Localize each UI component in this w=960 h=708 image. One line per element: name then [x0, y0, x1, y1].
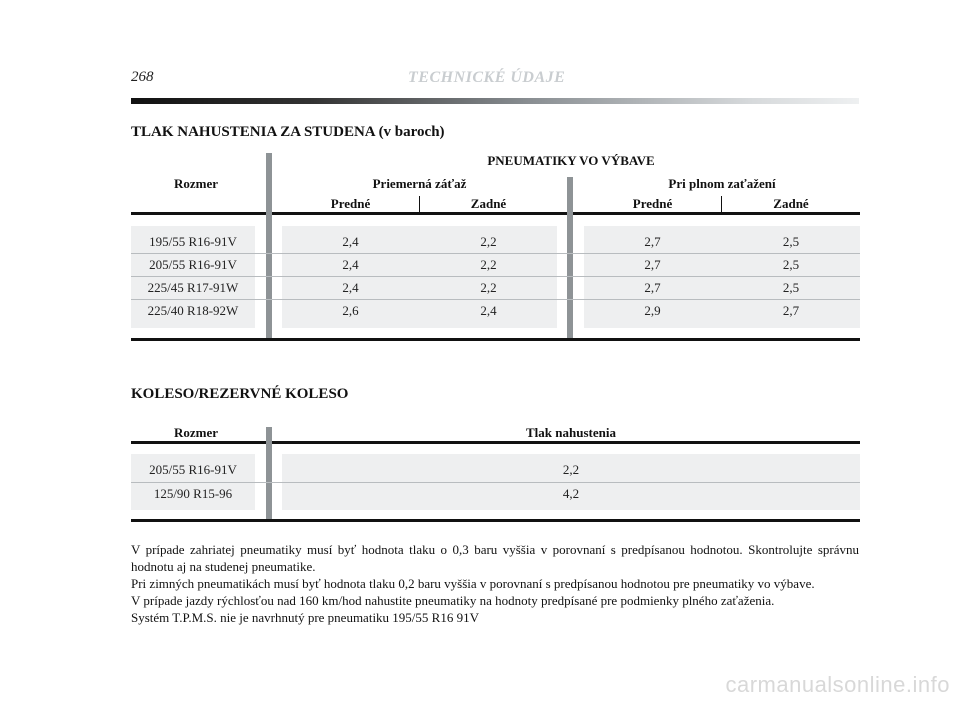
notes — [131, 541, 859, 626]
table1-value-cell: 2,7 — [644, 257, 661, 272]
table1-header-rule — [131, 212, 860, 215]
note-paragraph: Systém T.P.M.S. nie je navrhnutý pre pneumatiku 195/55 R16 91V — [131, 610, 479, 625]
table2-col-size: Rozmer — [173, 425, 219, 440]
table1-value-cell: 2,6 — [342, 303, 359, 318]
table2-title: KOLESO/REZERVNÉ KOLESO — [131, 386, 349, 402]
table1-vertical-bar — [567, 177, 573, 340]
table2-size-cell: 125/90 R15-96 — [153, 486, 233, 501]
table1-medium-load-header: Priemerná záťaž — [372, 176, 467, 191]
table1-value-cell: 2,2 — [480, 280, 497, 295]
table1-row-separator — [131, 299, 860, 300]
table1-medium-front-header: Predné — [330, 196, 371, 211]
table1-row-separator — [131, 276, 860, 277]
table1-value-cell: 2,5 — [782, 280, 800, 295]
table1-value-cell: 2,9 — [644, 303, 661, 318]
table1-value-cell: 2,7 — [644, 234, 661, 249]
table1-value-cell: 2,5 — [782, 257, 800, 272]
table2-pressure-cell: 4,2 — [562, 486, 580, 501]
table1-full-rear-header: Zadné — [773, 196, 809, 211]
watermark: carmanualsonline.info — [725, 672, 950, 697]
table1-value-cell: 2,4 — [342, 257, 359, 272]
table2-bottom-rule — [131, 519, 860, 522]
table1-value-cell: 2,2 — [480, 257, 497, 272]
table1-full-load-header: Pri plnom zaťažení — [668, 176, 776, 191]
table1-vertical-bar — [266, 153, 272, 340]
table2-row-separator — [131, 482, 860, 483]
table1-size-cell: 205/55 R16-91V — [149, 257, 237, 272]
note-paragraph: Pri zimných pneumatikách musí byť hodnota tlaku 0,2 baru vyššia v porovnaní s predpísanou hodnotou pre pneumatiky vo výbave. — [131, 576, 815, 591]
table1-group-header: PNEUMATIKY VO VÝBAVE — [487, 153, 655, 168]
table1-value-cell: 2,7 — [644, 280, 661, 295]
header-rule — [131, 98, 859, 104]
note-paragraph: V prípade jazdy rýchlosťou nad 160 km/hod nahustite pneumatiky na hodnoty predpísané pre podmienky plného zaťaženia. — [131, 593, 775, 608]
table1-value-cell: 2,4 — [342, 280, 359, 295]
table1-medium-rear-header: Zadné — [470, 196, 507, 211]
table2-col-pressure: Tlak nahustenia — [526, 425, 616, 440]
table1-size-cell: 195/55 R16-91V — [149, 234, 237, 249]
table1-value-cell: 2,4 — [480, 303, 497, 318]
table2-size-cell: 205/55 R16-91V — [149, 462, 237, 477]
table2-header-rule — [131, 441, 860, 444]
table1-bottom-rule — [131, 338, 860, 341]
table1-size-cell: 225/45 R17-91W — [147, 280, 239, 295]
page-number: 268 — [131, 69, 154, 85]
table1-value-cell: 2,4 — [342, 234, 359, 249]
section-header: TECHNICKÉ ÚDAJE — [408, 69, 566, 86]
table1-value-cell: 2,5 — [782, 234, 800, 249]
table1-col-size: Rozmer — [173, 176, 219, 191]
table1-full-front-header: Predné — [632, 196, 673, 211]
table1-title: TLAK NAHUSTENIA ZA STUDENA (v baroch) — [131, 124, 445, 140]
table2-pressure-cell: 2,2 — [562, 462, 580, 477]
table2-vertical-bar — [266, 427, 272, 521]
table1-value-cell: 2,7 — [782, 303, 800, 318]
table1-size-cell: 225/40 R18-92W — [147, 303, 239, 318]
table1-row-separator — [131, 253, 860, 254]
table1-value-cell: 2,2 — [480, 234, 497, 249]
note-paragraph: V prípade zahriatej pneumatiky musí byť hodnota tlaku o 0,3 baru vyššia v porovnaní s predpísanou hodnotou. Skontrolujte správnu hodnotu aj na studenej pneumatike. — [131, 542, 859, 574]
